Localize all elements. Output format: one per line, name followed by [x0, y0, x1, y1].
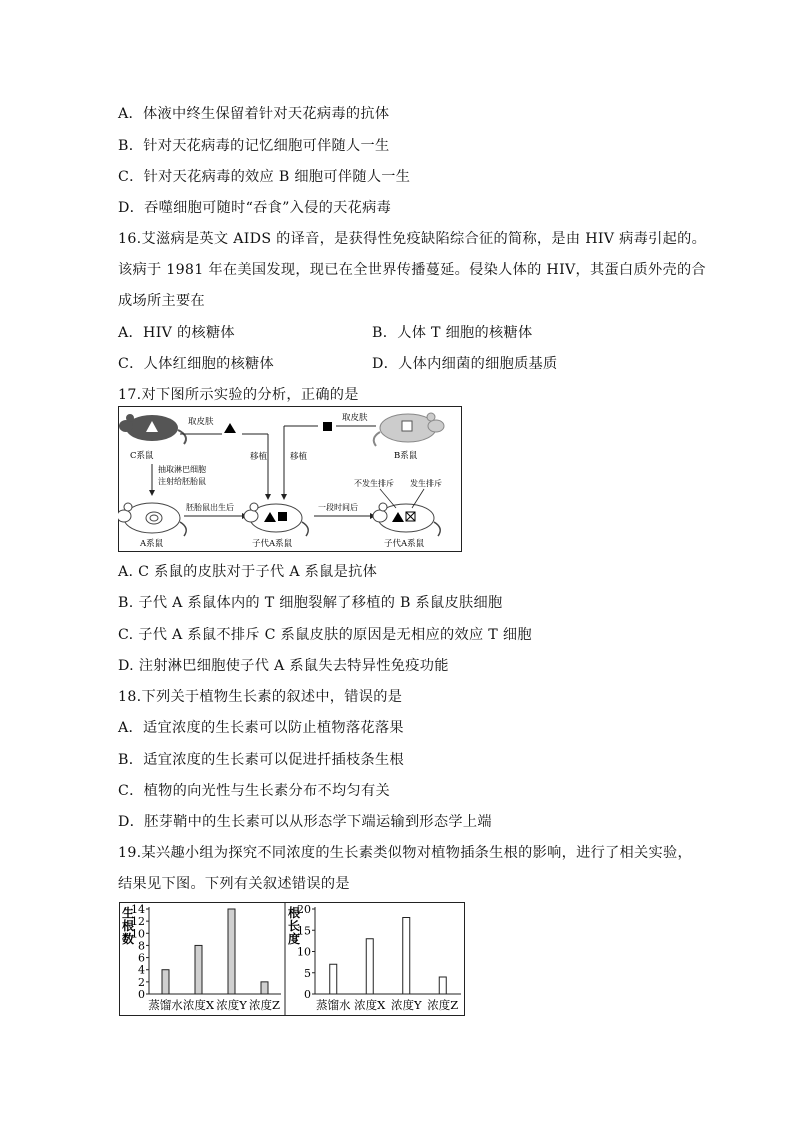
b-mouse-label: B系鼠 — [394, 451, 418, 461]
y-tick-label: 15 — [297, 924, 311, 938]
q16-stem-line-2: 该病于 1981 年在美国发现，现已在全世界传播蔓延。侵染人体的 HIV，其蛋白质外壳的合 — [118, 262, 706, 278]
q18-stem: 18.下列关于植物生长素的叙述中，错误的是 — [118, 689, 403, 705]
child-a-mouse-label-2: 子代A系鼠 — [384, 539, 425, 549]
reject-label: 发生排斥 — [410, 479, 442, 488]
x-category-label: 浓度Y — [216, 998, 247, 1012]
x-category-label: 浓度X — [182, 998, 215, 1012]
y-axis-label-char: 数 — [122, 932, 135, 946]
child-a-mouse-label-1: 子代A系鼠 — [252, 539, 293, 549]
q18-option-a: A．适宜浓度的生长素可以防止植物落花落果 — [118, 720, 404, 736]
bar-1 — [330, 964, 337, 994]
a-mouse-label: A系鼠 — [140, 539, 164, 549]
q17-option-a: A. C 系鼠的皮肤对于子代 A 系鼠是抗体 — [118, 564, 378, 580]
c-mouse-label: C系鼠 — [130, 451, 154, 461]
bar-4 — [439, 977, 446, 994]
q16-stem-line-3: 成场所主要在 — [118, 293, 205, 309]
transplant-left-label: 移植 — [250, 452, 268, 462]
y-tick-label: 12 — [131, 915, 145, 929]
y-axis-label-char: 长 — [288, 919, 301, 933]
take-skin-right-label: 取皮肤 — [342, 413, 368, 423]
q16-option-d: D．人体内细菌的细胞质基质 — [372, 356, 558, 372]
q17-option-c: C. 子代 A 系鼠不排斥 C 系鼠皮肤的原因是无相应的效应 T 细胞 — [118, 627, 532, 643]
y-tick-label: 10 — [131, 927, 145, 941]
q18-option-c: C．植物的向光性与生长素分布不均匀有关 — [118, 783, 390, 799]
bar-3 — [403, 918, 410, 995]
y-tick-label: 20 — [297, 903, 311, 916]
y-tick-label: 10 — [297, 945, 311, 959]
b-skin-square-icon — [323, 422, 332, 431]
bar-1 — [162, 970, 169, 994]
q16-option-b: B．人体 T 细胞的核糖体 — [372, 325, 533, 341]
q17-option-d: D. 注射淋巴细胞使子代 A 系鼠失去特异性免疫功能 — [118, 658, 449, 674]
y-tick-label: 14 — [131, 903, 145, 916]
y-tick-label: 2 — [138, 975, 145, 989]
mouse-experiment-figure — [118, 406, 462, 552]
q15-option-d: D．吞噬细胞可随时“吞食”入侵的天花病毒 — [118, 200, 392, 216]
q19-stem-line-2: 结果见下图。下列有关叙述错误的是 — [118, 876, 350, 892]
x-category-label: 浓度Y — [390, 998, 422, 1012]
extract-lymph-label: 抽取淋巴细胞 — [158, 465, 206, 474]
y-tick-label: 6 — [138, 951, 145, 965]
bar-4 — [261, 982, 268, 994]
y-tick-label: 5 — [304, 966, 311, 980]
q16-option-c: C．人体红细胞的核糖体 — [118, 356, 275, 372]
q16-option-a: A．HIV 的核糖体 — [118, 325, 235, 341]
q15-option-a: A．体液中终生保留着针对天花病毒的抗体 — [118, 106, 390, 122]
q19-stem-line-1: 19.某兴趣小组为探究不同浓度的生长素类似物对植物插条生根的影响，进行了相关实验， — [118, 845, 692, 861]
q18-option-b: B．适宜浓度的生长素可以促进扦插枝条生根 — [118, 752, 404, 768]
bar-2 — [195, 945, 202, 994]
bar-3 — [228, 909, 235, 994]
x-category-label: 浓度Z — [427, 998, 459, 1012]
x-category-label: 蒸馏水 — [148, 998, 183, 1012]
y-axis-label-char: 根 — [288, 906, 301, 920]
y-tick-label: 4 — [138, 963, 145, 977]
q15-option-c: C．针对天花病毒的效应 B 细胞可伴随人一生 — [118, 169, 411, 185]
x-category-label: 浓度X — [354, 998, 386, 1012]
y-tick-label: 0 — [138, 988, 145, 1001]
rooting-charts-figure — [119, 902, 465, 1016]
after-time-label: 一段时间后 — [318, 503, 358, 512]
q17-option-b: B. 子代 A 系鼠体内的 T 细胞裂解了移植的 B 系鼠皮肤细胞 — [118, 595, 503, 611]
bar-2 — [366, 939, 373, 994]
q15-option-b: B．针对天花病毒的记忆细胞可伴随人一生 — [118, 138, 390, 154]
y-tick-label: 8 — [138, 939, 145, 953]
q18-option-d: D．胚芽鞘中的生长素可以从形态学下端运输到形态学上端 — [118, 814, 492, 830]
y-axis-label-char: 度 — [288, 932, 301, 946]
x-category-label: 蒸馏水 — [316, 998, 351, 1012]
q17-stem: 17.对下图所示实验的分析，正确的是 — [118, 387, 359, 403]
y-axis-label-char: 生 — [122, 906, 135, 920]
take-skin-left-label: 取皮肤 — [188, 417, 214, 427]
x-category-label: 浓度Z — [249, 998, 280, 1012]
no-reject-label: 不发生排斥 — [354, 479, 394, 488]
y-tick-label: 0 — [304, 988, 311, 1001]
inject-embryo-label: 注射给胚胎鼠 — [158, 477, 206, 486]
transplant-right-label: 移植 — [290, 452, 308, 462]
y-axis-label-char: 根 — [122, 919, 135, 933]
after-birth-label: 胚胎鼠出生后 — [186, 503, 234, 512]
q16-stem-line-1: 16.艾滋病是英文 AIDS 的译音，是获得性免疫缺陷综合征的简称，是由 HIV 病毒引起的。 — [118, 231, 707, 247]
